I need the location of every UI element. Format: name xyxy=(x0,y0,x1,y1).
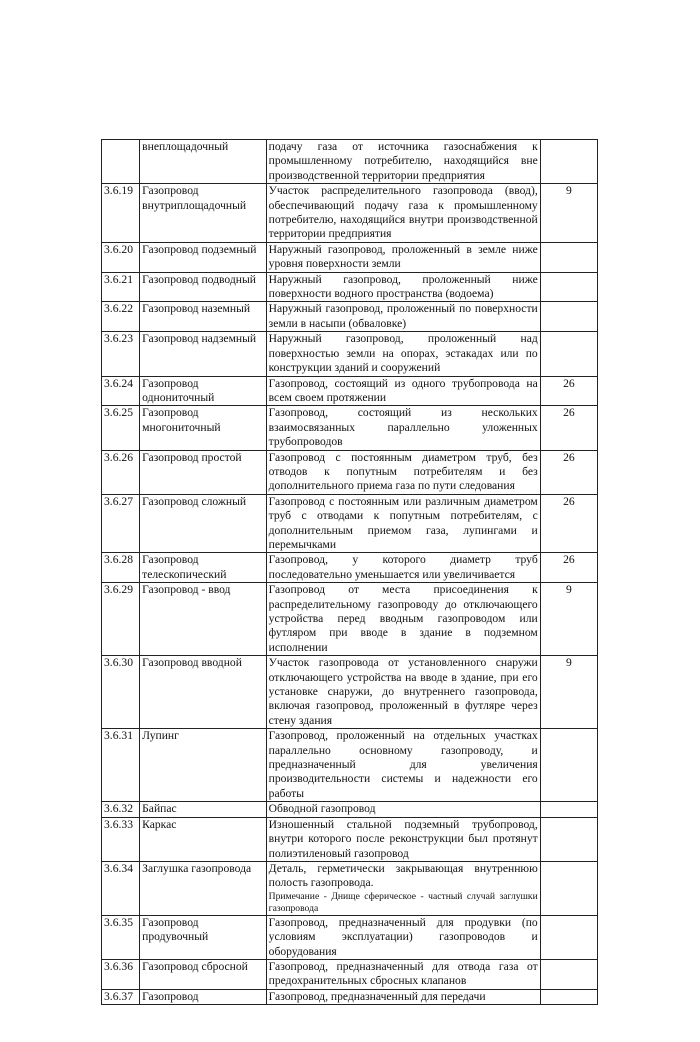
term-number: 3.6.24 xyxy=(102,376,140,406)
page-reference: 26 xyxy=(540,450,597,494)
term-definition xyxy=(266,332,540,376)
page-reference xyxy=(540,272,597,302)
term-number: 3.6.29 xyxy=(102,583,140,656)
term-number: 3.6.21 xyxy=(102,272,140,302)
definition-text: Газопровод, предназначенный для отвода газа от предохранительных сбросных клапанов xyxy=(268,959,538,988)
term-name: внеплощадочный xyxy=(140,140,267,184)
term-definition xyxy=(266,915,540,959)
term-definition xyxy=(266,494,540,553)
table-row xyxy=(102,272,598,302)
page-reference: 9 xyxy=(540,656,597,729)
page-reference xyxy=(540,242,597,272)
page-reference xyxy=(540,140,597,184)
term-name: Газопровод простой xyxy=(140,450,267,494)
page-reference xyxy=(540,802,597,817)
term-definition xyxy=(266,817,540,861)
table-row xyxy=(102,989,598,1004)
term-definition xyxy=(266,242,540,272)
term-name: Газопровод сложный xyxy=(140,494,267,553)
definition-text: Газопровод, предназначенный для продувки (по условиям эксплуатации) газопроводов и оборудования xyxy=(268,915,538,958)
definition-text: Газопровод, проложенный на отдельных участках параллельно основному газопроводу, и предназначенный для увеличения производительности системы и надежности его работы xyxy=(268,729,538,800)
page-reference xyxy=(540,332,597,376)
term-definition xyxy=(266,272,540,302)
term-definition xyxy=(266,553,540,583)
term-number: 3.6.32 xyxy=(102,802,140,817)
page-reference: 9 xyxy=(540,583,597,656)
definition-text: Газопровод, состоящий из нескольких взаимосвязанных параллельно уложенных трубопроводов xyxy=(268,406,538,449)
term-definition xyxy=(266,583,540,656)
term-number: 3.6.23 xyxy=(102,332,140,376)
table-row xyxy=(102,406,598,450)
term-definition xyxy=(266,989,540,1004)
page-reference xyxy=(540,861,597,915)
definition-text: Газопровод, состоящий из одного трубопровода на всем своем протяжении xyxy=(268,376,538,404)
term-name: Газопровод однониточный xyxy=(140,376,267,406)
definition-text: Обводной газопровод xyxy=(268,802,376,816)
terms-table xyxy=(101,139,598,1005)
page-reference xyxy=(540,729,597,802)
term-name: Газопровод подземный xyxy=(140,242,267,272)
term-name: Газопровод наземный xyxy=(140,302,267,332)
term-name: Газопровод подводный xyxy=(140,272,267,302)
table-row xyxy=(102,729,598,802)
definition-text: Наружный газопровод, проложенный ниже поверхности водного пространства (водоема) xyxy=(268,272,538,301)
page-reference xyxy=(540,817,597,861)
term-name: Газопровод вводной xyxy=(140,656,267,729)
term-definition xyxy=(266,302,540,332)
definition-text: Газопровод, предназначенный для передачи xyxy=(268,989,486,1003)
term-definition xyxy=(266,406,540,450)
definition-text: Деталь, герметически закрывающая внутреннюю полость газопровода. xyxy=(268,861,538,890)
term-number: 3.6.31 xyxy=(102,729,140,802)
table-row xyxy=(102,140,598,184)
term-name: Газопровод телескопический xyxy=(140,553,267,583)
definition-text: Изношенный стальной подземный трубопровод, внутри которого после реконструкции был протянут полиэтиленовый газопровод xyxy=(268,817,538,860)
definition-text: Газопровод с постоянным диаметром труб, без отводов к попутным потребителям и без дополнительного приема газа по пути следования xyxy=(268,450,538,493)
definition-note: Примечание - Днище сферическое - частный случай заглушки газопровода xyxy=(268,890,538,914)
term-number: 3.6.28 xyxy=(102,553,140,583)
table-row xyxy=(102,583,598,656)
term-number: 3.6.25 xyxy=(102,406,140,450)
definition-text: Наружный газопровод, проложенный над поверхностью земли на опорах, эстакадах или по конструкции зданий и сооружений xyxy=(268,332,538,375)
term-name: Газопровод многониточный xyxy=(140,406,267,450)
table-row xyxy=(102,332,598,376)
page-reference xyxy=(540,302,597,332)
definition-text: Газопровод от места присоединения к распределительному газопроводу до отключающего устройства перед вводным газопроводом или футляром при вводе в здание в подземном исполнении xyxy=(268,583,538,654)
definition-text: подачу газа от источника газоснабжения к промышленному потребителю, находящийся вне производственной территории предприятия xyxy=(268,140,538,182)
page-reference xyxy=(540,959,597,989)
term-definition xyxy=(266,140,540,184)
term-name: Байпас xyxy=(140,802,267,817)
terms-table-body xyxy=(102,140,598,1005)
page-reference xyxy=(540,989,597,1004)
term-definition xyxy=(266,656,540,729)
term-name: Газопровод - ввод xyxy=(140,583,267,656)
term-number: 3.6.34 xyxy=(102,861,140,915)
term-name: Газопровод продувочный xyxy=(140,915,267,959)
term-number: 3.6.22 xyxy=(102,302,140,332)
table-row xyxy=(102,817,598,861)
table-row xyxy=(102,450,598,494)
term-number: 3.6.27 xyxy=(102,494,140,553)
term-number: 3.6.26 xyxy=(102,450,140,494)
table-row xyxy=(102,242,598,272)
term-definition xyxy=(266,376,540,406)
term-number: 3.6.35 xyxy=(102,915,140,959)
term-definition xyxy=(266,184,540,243)
term-number: 3.6.19 xyxy=(102,184,140,243)
term-number: 3.6.36 xyxy=(102,959,140,989)
term-name: Газопровод надземный xyxy=(140,332,267,376)
term-name: Газопровод внутриплощадочный xyxy=(140,184,267,243)
page-reference xyxy=(540,915,597,959)
term-number: 3.6.37 xyxy=(102,989,140,1004)
term-name: Газопровод xyxy=(140,989,267,1004)
page-reference: 26 xyxy=(540,553,597,583)
table-row xyxy=(102,302,598,332)
term-definition xyxy=(266,802,540,817)
term-number: 3.6.30 xyxy=(102,656,140,729)
table-row xyxy=(102,553,598,583)
table-row xyxy=(102,656,598,729)
term-name: Лупинг xyxy=(140,729,267,802)
definition-text: Наружный газопровод, проложенный по поверхности земли в насыпи (обваловке) xyxy=(268,302,538,330)
term-name: Газопровод сбросной xyxy=(140,959,267,989)
table-row xyxy=(102,802,598,817)
definition-text: Газопровод с постоянным или различным диаметром труб с отводами к попутным потребителям, с дополнительным приемом газа, лупингами и перемычками xyxy=(268,494,538,551)
term-definition xyxy=(266,959,540,989)
definition-text: Участок газопровода от установленного снаружи отключающего устройства на вводе в здание, при его установке снаружи, до внутреннего газопровода, включая газопровод, проложенный в футляре через стену здания xyxy=(268,656,538,727)
page-reference: 26 xyxy=(540,376,597,406)
term-definition xyxy=(266,861,540,915)
table-row xyxy=(102,376,598,406)
table-row xyxy=(102,184,598,243)
term-number xyxy=(102,140,140,184)
table-row xyxy=(102,915,598,959)
page-reference: 9 xyxy=(540,184,597,243)
term-name: Каркас xyxy=(140,817,267,861)
term-number: 3.6.20 xyxy=(102,242,140,272)
page-reference: 26 xyxy=(540,406,597,450)
definition-text: Участок распределительного газопровода (ввод), обеспечивающий подачу газа к промышленному потребителю, находящийся внутри производственной территории предприятия xyxy=(268,184,538,241)
table-row xyxy=(102,959,598,989)
term-number: 3.6.33 xyxy=(102,817,140,861)
table-row xyxy=(102,861,598,915)
table-row xyxy=(102,494,598,553)
definition-text: Газопровод, у которого диаметр труб последовательно уменьшается или увеличивается xyxy=(268,553,538,581)
term-name: Заглушка газопровода xyxy=(140,861,267,915)
term-definition xyxy=(266,729,540,802)
definition-text: Наружный газопровод, проложенный в земле ниже уровня поверхности земли xyxy=(268,242,538,271)
page-reference: 26 xyxy=(540,494,597,553)
term-definition xyxy=(266,450,540,494)
